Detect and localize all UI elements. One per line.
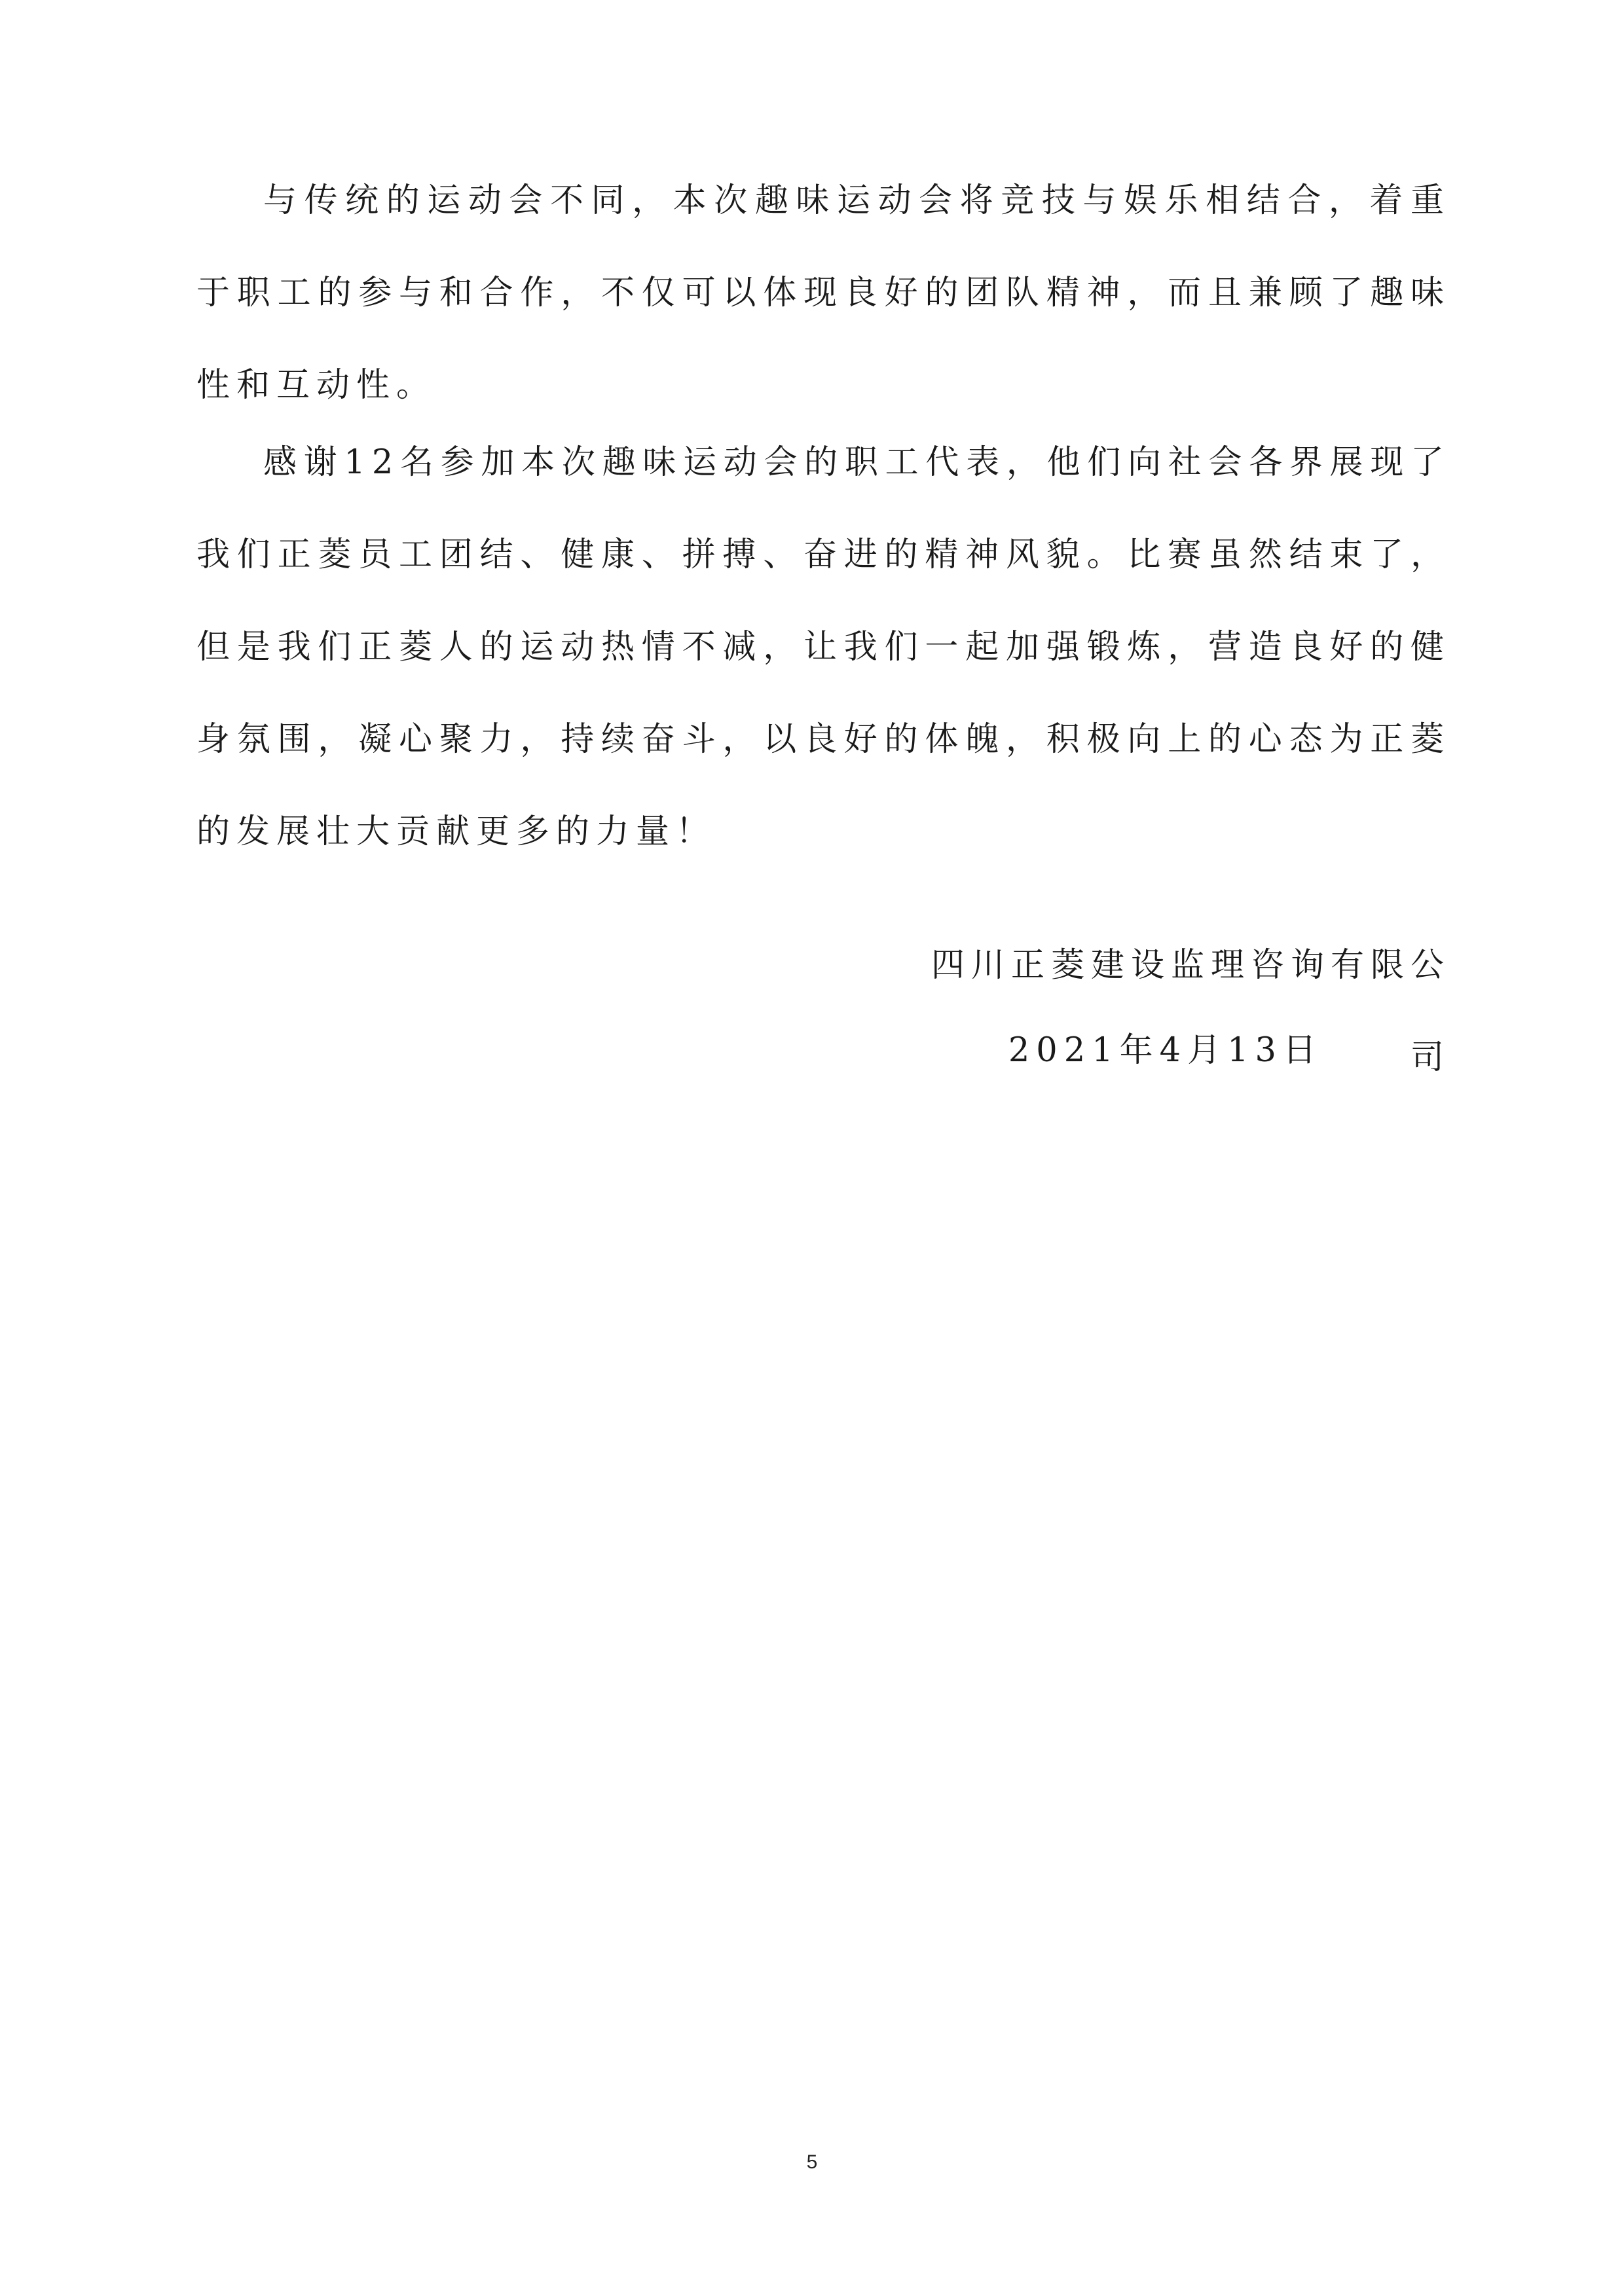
body-paragraph: 与传统的运动会不同，本次趣味运动会将竞技与娱乐相结合，着重于职工的参与和合作，不仅可以体现良好的团队精神，而且兼顾了趣味性和互动性。 (196, 181, 1450, 405)
body-paragraph: 感谢12名参加本次趣味运动会的职工代表，他们向社会各界展现了我们正菱员工团结、健康、拼搏、奋进的精神风貌。比赛虽然结束了，但是我们正菱人的运动热情不减，让我们一起加强锻炼，营造良好的健身氛围，凝心聚力，持续奋斗，以良好的体魄，积极向上的心态为正菱的发展壮大贡献更多的力量！ (196, 443, 1450, 851)
signature-company: 四川正菱建设监理咨询有限公司 (931, 946, 1450, 1077)
signature-date: 2021年4月13日 (1008, 1031, 1323, 1070)
page-number: 5 (806, 2151, 818, 2173)
